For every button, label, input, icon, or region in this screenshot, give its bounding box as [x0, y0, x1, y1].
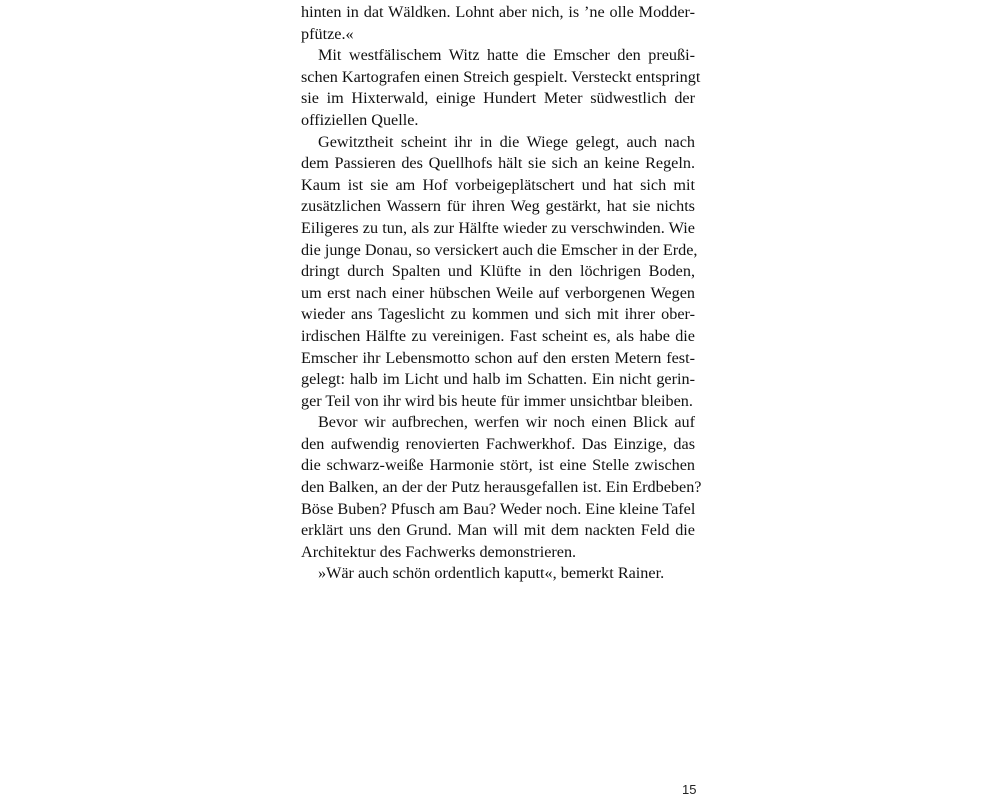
text-line: um erst nach einer hübschen Weile auf verborgenen Wegen	[301, 283, 695, 302]
text-line: Mit westfälischem Witz hatte die Emscher den preußi-	[318, 46, 695, 65]
text-line: gelegt: halb im Licht und halb im Schatten. Ein nicht gerin-	[301, 370, 695, 389]
body-text	[301, 2, 702, 585]
text-line: Emscher ihr Lebensmotto schon auf den ersten Metern fest-	[301, 348, 695, 367]
paragraph-1	[301, 2, 695, 45]
text-line: die schwarz-weiße Harmonie stört, ist eine Stelle zwischen	[301, 456, 695, 475]
text-line: sie im Hixterwald, einige Hundert Meter südwestlich der	[301, 89, 695, 108]
text-line: dringt durch Spalten und Klüfte in den löchrigen Boden,	[301, 262, 695, 281]
text-line: pfütze.«	[301, 24, 354, 43]
text-line: »Wär auch schön ordentlich kaputt«, bemerkt Rainer.	[318, 564, 665, 583]
text-line: offiziellen Quelle.	[301, 110, 419, 129]
page-number: 15	[682, 782, 697, 797]
text-line: irdischen Hälfte zu vereinigen. Fast scheint es, als habe die	[301, 326, 695, 345]
text-line: den aufwendig renovierten Fachwerkhof. Das Einzige, das	[301, 434, 695, 453]
paragraph-4	[301, 412, 702, 563]
paragraph-5	[301, 563, 695, 585]
text-line: Böse Buben? Pfusch am Bau? Weder noch. Eine kleine Tafel	[301, 499, 696, 518]
text-line: Gewitztheit scheint ihr in die Wiege gelegt, auch nach	[318, 132, 695, 151]
text-line: Architektur des Fachwerks demonstrieren.	[301, 542, 577, 561]
text-line: wieder ans Tageslicht zu kommen und sich mit ihrer ober-	[301, 305, 695, 324]
text-line: erklärt uns den Grund. Man will mit dem nackten Feld die	[301, 521, 695, 540]
text-line: zusätzlichen Wassern für ihren Weg gestärkt, hat sie nichts	[301, 197, 695, 216]
paragraph-2	[301, 45, 701, 131]
text-line: Bevor wir aufbrechen, werfen wir noch einen Blick auf	[318, 413, 695, 432]
text-line: hinten in dat Wäldken. Lohnt aber nich, is ’ne olle Modder-	[301, 3, 695, 21]
text-line: schen Kartografen einen Streich gespielt. Versteckt entspringt	[301, 67, 701, 86]
text-line: den Balken, an der der Putz herausgefallen ist. Ein Erdbeben?	[301, 478, 702, 497]
text-line: dem Passieren des Quellhofs hält sie sich an keine Regeln.	[301, 154, 695, 173]
text-line: Kaum ist sie am Hof vorbeigeplätschert und hat sich mit	[301, 175, 695, 194]
text-line: Eiligeres zu tun, als zur Hälfte wieder zu verschwinden. Wie	[301, 218, 695, 237]
text-line: die junge Donau, so versickert auch die Emscher in der Erde,	[301, 240, 698, 259]
paragraph-3	[301, 132, 698, 413]
text-line: ger Teil von ihr wird bis heute für immer unsichtbar bleiben.	[301, 391, 693, 410]
